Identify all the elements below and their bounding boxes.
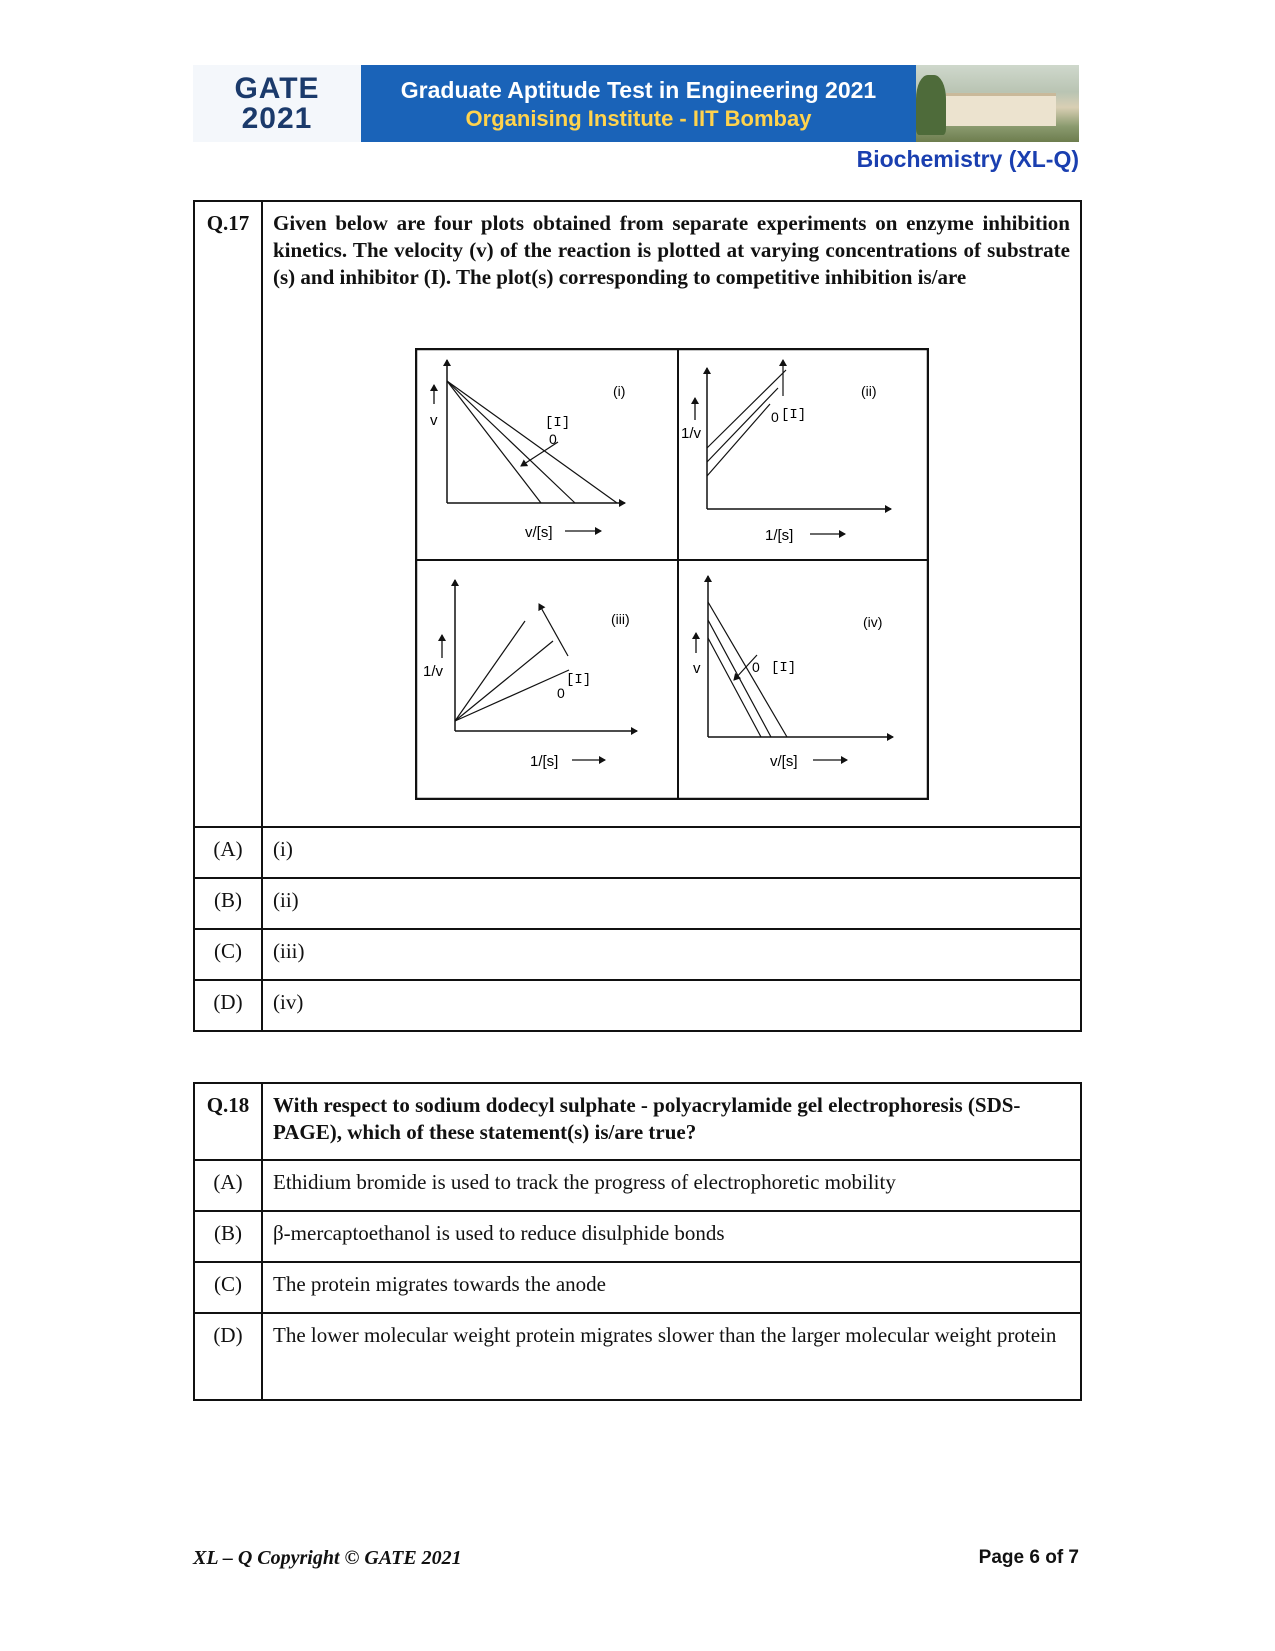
footer-copyright: XL – Q Copyright © GATE 2021 [193,1547,462,1569]
banner-title-block [361,65,916,142]
logo-line1: GATE [234,71,320,105]
y-label: v [693,660,701,677]
x-label: 1/[s] [765,527,794,544]
y-label: v [430,412,438,429]
plot-line [447,381,617,503]
plot-line [447,381,541,503]
option-text: (i) [262,827,1081,878]
option-row[interactable] [194,1313,1081,1400]
option-label: (D) [194,1313,262,1400]
y-label: 1/v [681,425,702,442]
option-row[interactable] [194,1211,1081,1262]
option-label: (A) [194,1160,262,1211]
plot-id: (iii) [611,611,630,627]
inhibition-plots-figure [415,348,929,800]
plot-line [708,638,761,737]
x-label: v/[s] [770,753,798,770]
option-label: (C) [194,929,262,980]
option-text: (iv) [262,980,1081,1031]
option-label: (D) [194,980,262,1031]
inhibitor-label: [I] [566,672,592,688]
option-label: (B) [194,1211,262,1262]
x-label: 1/[s] [530,753,559,770]
option-label: (A) [194,827,262,878]
x-label: v/[s] [525,524,553,541]
plot-id: (iv) [863,614,883,630]
plot-line [455,621,525,721]
logo-line2: 2021 [241,101,313,135]
option-text: β-mercaptoethanol is used to reduce disulphide bonds [262,1211,1081,1262]
plot-line [707,388,778,462]
option-row[interactable] [194,1160,1081,1211]
inhibitor-label: [I] [771,660,797,676]
option-text: (iii) [262,929,1081,980]
plot-ii [681,360,891,544]
option-row[interactable] [194,929,1081,980]
zero-label: 0 [549,431,557,447]
plot-i [430,360,625,541]
question-number: Q.18 [194,1083,262,1160]
y-label: 1/v [423,663,444,680]
zero-label: 0 [771,409,779,425]
inhibitor-label: [I] [781,407,807,423]
plot-line [455,641,553,721]
question-number: Q.17 [194,201,262,827]
question-stem: Given below are four plots obtained from separate experiments on enzyme inhibition kinetics. The velocity (v) of the reaction is plotted at varying concentrations of substrate (s) and inhibitor (I). The plot(s) corresponding to competitive inhibition is/are [262,201,1081,827]
banner-title: Graduate Aptitude Test in Engineering 2021 [400,76,877,103]
plot-line [707,404,770,476]
plot-iv [693,576,893,770]
option-text: (ii) [262,878,1081,929]
zero-label: 0 [752,659,760,675]
zero-label: 0 [557,685,565,701]
option-row[interactable] [194,878,1081,929]
plot-iii [423,580,637,770]
plot-id: (ii) [861,383,877,399]
banner-subtitle: Organising Institute - IIT Bombay [465,105,812,131]
option-label: (B) [194,878,262,929]
plot-line [455,670,569,721]
plot-line [708,620,771,737]
plots-svg [415,348,929,800]
question-18-table [193,1082,1082,1401]
plot-id: (i) [613,383,626,399]
campus-photo [916,65,1079,142]
option-text: Ethidium bromide is used to track the progress of electrophoretic mobility [262,1160,1081,1211]
option-row[interactable] [194,1262,1081,1313]
building-shape [946,93,1056,126]
option-row[interactable] [194,980,1081,1031]
option-label: (C) [194,1262,262,1313]
question-stem: With respect to sodium dodecyl sulphate - polyacrylamide gel electrophoresis (SDS-PAGE), which of these statement(s) is/are true? [262,1083,1081,1160]
header-banner [193,65,1079,142]
option-text: The lower molecular weight protein migrates slower than the larger molecular weight protein [262,1313,1081,1400]
gate-logo [193,65,361,142]
tree-shape [916,75,946,135]
subject-title: Biochemistry (XL-Q) [856,146,1079,172]
option-row[interactable] [194,827,1081,878]
footer-page-number: Page 6 of 7 [978,1547,1079,1568]
inhibitor-label: [I] [545,415,571,431]
option-text: The protein migrates towards the anode [262,1262,1081,1313]
